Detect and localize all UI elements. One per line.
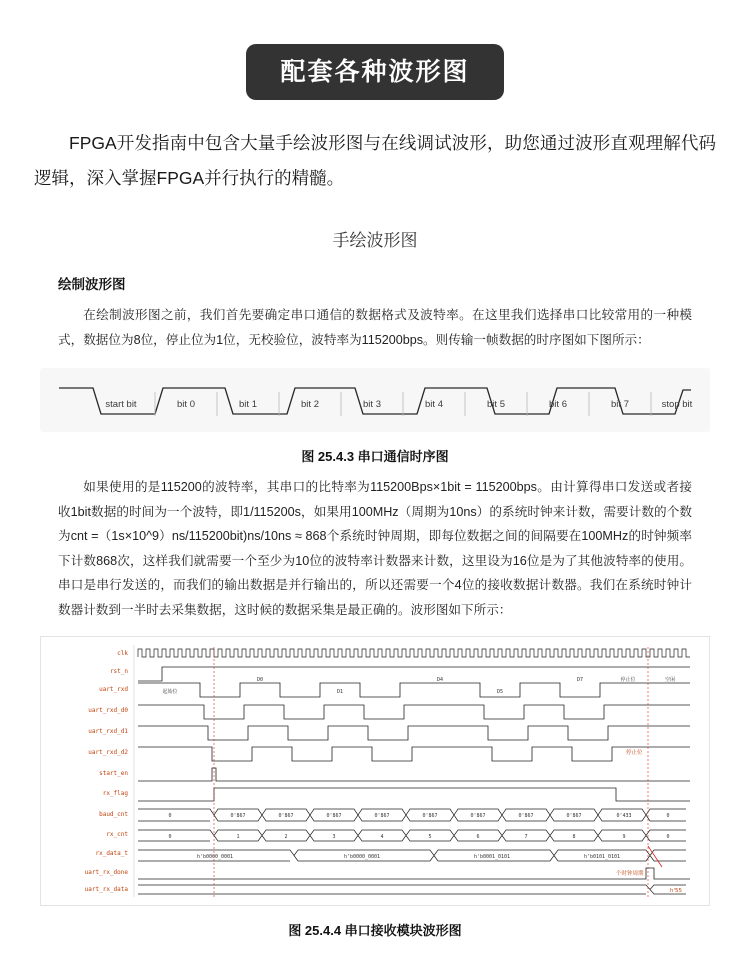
rxd-mark: D0 bbox=[256, 677, 264, 684]
wave-uart-rxd-d0 bbox=[138, 705, 690, 719]
baud-value: 0'867 bbox=[470, 813, 486, 820]
subsection-heading: 绘制波形图 bbox=[58, 277, 126, 292]
signal-name-column bbox=[85, 650, 129, 893]
rx-data-value: h'b0000_0001 bbox=[196, 854, 234, 861]
bit-label: bit 7 bbox=[611, 399, 629, 411]
baud-value: 0'867 bbox=[566, 813, 582, 820]
uart-frame-waveform bbox=[55, 378, 695, 424]
sim-waveform-figure bbox=[40, 636, 710, 906]
annotation-h55: h'55 bbox=[670, 888, 682, 895]
paragraph-2: 如果使用的是115200的波特率，其串口的比特率为115200Bps×1bit = 115200bps。由计算得串口发送或者接收1bit数据的时间为一个波特，即1/115200s，如果用100MHz（周期为10ns）的系统时钟来计数，需要计数的个数为cnt =（1s×10^9）ns/115200bit)ns/10ns ≈ 868个系统时钟周期，即每位数据之间的间隔要在100MHz的时钟频率下计数868次，这样我们就需要一个至少为10位的波特率计数器来计数，这里设为16位是为了其他波特率的使用。串口是串行发送的，而我们的输出数据是并行输出的，所以还需要一个4位的接收数据计数器。我们在系统时钟计数器计数到一半时去采集数据，这时候的数据采集是最正确的。波形图如下所示： bbox=[58, 480, 692, 617]
section-heading: 手绘波形图 bbox=[332, 231, 418, 250]
bit-label: bit 2 bbox=[301, 399, 319, 411]
baud-value: 0'867 bbox=[278, 813, 294, 820]
baud-value: 0'433 bbox=[616, 813, 632, 820]
signal-name: rx_flag bbox=[102, 790, 128, 798]
signal-name: clk bbox=[117, 650, 128, 658]
signal-name: uart_rxd_d1 bbox=[88, 728, 128, 736]
bit-label: bit 1 bbox=[239, 399, 257, 411]
wave-uart-rx-data bbox=[138, 885, 686, 894]
rx-cnt-value: 4 bbox=[380, 834, 384, 841]
rx-cnt-value: 2 bbox=[284, 834, 288, 841]
baud-value: 0 bbox=[168, 813, 172, 820]
rx-data-value: h'b0000_0001 bbox=[343, 854, 381, 861]
wave-clk bbox=[138, 649, 690, 657]
signal-name: uart_rxd_d2 bbox=[88, 749, 128, 757]
bit-label: bit 5 bbox=[487, 399, 505, 411]
rx-cnt-value: 8 bbox=[572, 834, 576, 841]
banner-container bbox=[0, 0, 750, 100]
signal-name: baud_cnt bbox=[99, 811, 128, 819]
wave-uart-rxd bbox=[138, 683, 690, 697]
figure-caption-frame: 图 25.4.3 串口通信时序图 bbox=[301, 449, 449, 465]
intro-paragraph: FPGA开发指南中包含大量手绘波形图与在线调试波形，助您通过波形直观理解代码逻辑，深入掌握FPGA并行执行的精髓。 bbox=[34, 133, 716, 188]
signal-name: uart_rx_data bbox=[84, 886, 128, 894]
rx-cnt-value: 5 bbox=[428, 834, 432, 841]
signal-name: rst_n bbox=[109, 668, 128, 676]
bit-label: bit 6 bbox=[549, 399, 567, 411]
paragraph-1: 在绘制波形图之前，我们首先要确定串口通信的数据格式及波特率。在这里我们选择串口比较常用的一种模式，数据位为8位，停止位为1位，无校验位，波特率为115200bps。则传输一帧数据的时序图如下图所示： bbox=[58, 308, 692, 347]
signal-name: start_en bbox=[99, 770, 128, 778]
wave-rx-cnt bbox=[138, 830, 686, 841]
wave-start-en bbox=[138, 768, 690, 781]
wave-uart-rxd-d2 bbox=[138, 747, 690, 761]
bit-label: bit 3 bbox=[363, 399, 381, 411]
cursor-pointer bbox=[648, 846, 662, 867]
uart-frame-figure bbox=[40, 368, 710, 432]
wave-rx-flag bbox=[138, 788, 690, 801]
signal-name: rx_cnt bbox=[106, 831, 128, 839]
annotation-one-clock: 个时钟周期 bbox=[616, 871, 644, 878]
baud-value: 0'867 bbox=[518, 813, 534, 820]
signal-name: uart_rx_done bbox=[84, 869, 128, 877]
rxd-mark: 空闲 bbox=[664, 677, 676, 684]
bit-label: bit 0 bbox=[177, 399, 195, 411]
wave-rx-data-t bbox=[138, 850, 686, 861]
figure-caption-sim: 图 25.4.4 串口接收模块波形图 bbox=[288, 923, 462, 939]
rxd-mark: D1 bbox=[336, 689, 344, 696]
bit-label: bit 4 bbox=[425, 399, 443, 411]
rx-cnt-value: 0 bbox=[168, 834, 172, 841]
wave-baud-cnt bbox=[138, 809, 686, 821]
rxd-mark: D5 bbox=[496, 689, 504, 696]
sim-waveform bbox=[50, 641, 700, 899]
signal-name: rx_data_t bbox=[95, 850, 128, 858]
baud-value: 0'867 bbox=[326, 813, 342, 820]
wave-uart-rxd-d1 bbox=[138, 726, 690, 740]
rx-cnt-value: 0 bbox=[666, 834, 670, 841]
rx-data-value: h'b0101_0101 bbox=[583, 854, 621, 861]
page-title: 配套各种波形图 bbox=[246, 44, 503, 100]
baud-value: 0 bbox=[666, 813, 670, 820]
signal-name: uart_rxd bbox=[99, 686, 128, 694]
annotation-stop-bit: 停止位 bbox=[626, 750, 643, 757]
rxd-mark: D4 bbox=[436, 677, 444, 684]
bit-label: start bit bbox=[105, 399, 137, 411]
wave-uart-rx-done bbox=[138, 868, 690, 879]
rxd-mark: 停止位 bbox=[620, 677, 636, 684]
rxd-mark: D7 bbox=[576, 677, 584, 684]
rx-cnt-value: 3 bbox=[332, 834, 336, 841]
rxd-bit-marks bbox=[162, 676, 675, 695]
baud-value: 0'867 bbox=[374, 813, 390, 820]
rx-data-value: h'b0001_0101 bbox=[473, 854, 511, 861]
rx-cnt-value: 7 bbox=[524, 834, 528, 841]
rxd-mark: 起始位 bbox=[162, 689, 178, 696]
baud-value: 0'867 bbox=[422, 813, 438, 820]
rx-cnt-value: 1 bbox=[236, 834, 240, 841]
rx-cnt-value: 9 bbox=[622, 834, 626, 841]
bit-label: stop bit bbox=[661, 399, 693, 411]
rx-cnt-value: 6 bbox=[476, 834, 480, 841]
bit-labels bbox=[105, 399, 692, 410]
signal-name: uart_rxd_d0 bbox=[88, 707, 128, 715]
wave-rst-n bbox=[138, 667, 690, 684]
baud-value: 0'867 bbox=[230, 813, 246, 820]
